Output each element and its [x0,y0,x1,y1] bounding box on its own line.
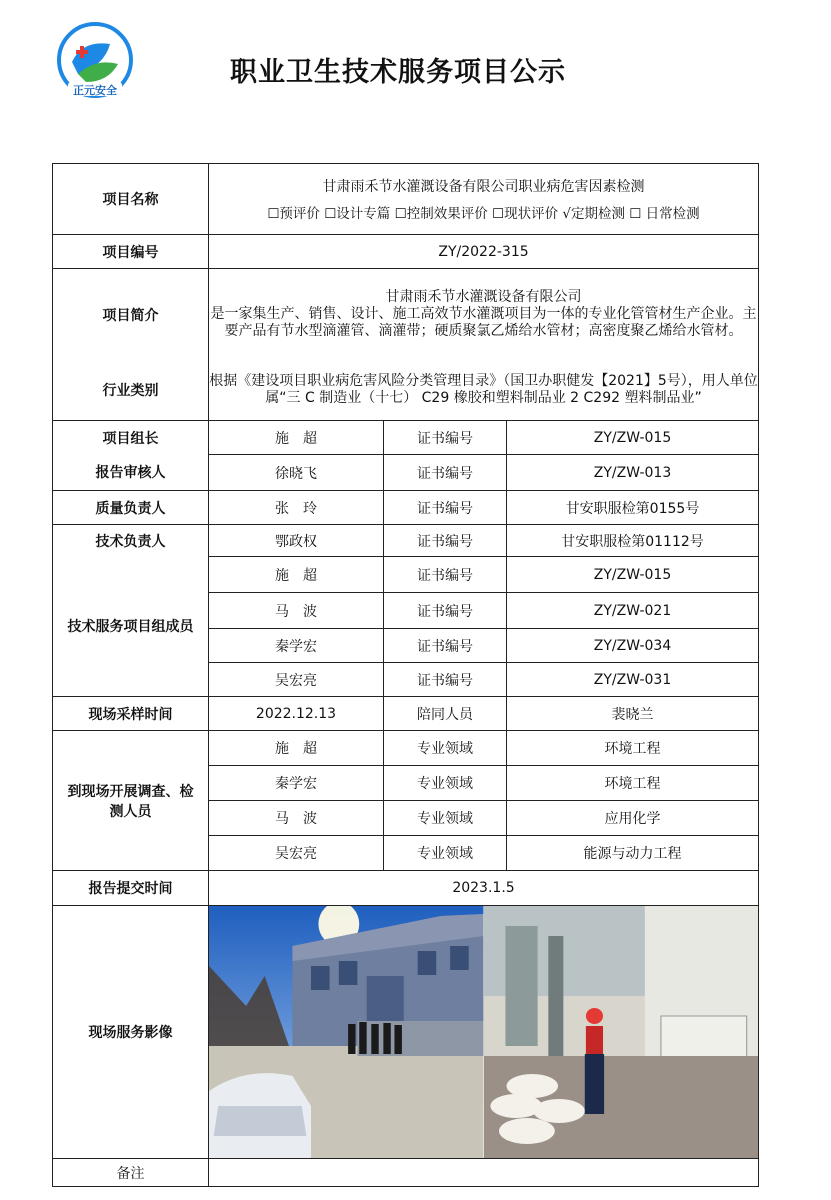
field-label: 专业领域 [384,801,507,836]
site-photo-workshop [484,906,759,1158]
site-photo-building [209,906,484,1158]
field-label: 专业领域 [384,836,507,871]
evaluation-type-options: ☐预评价 ☐设计专篇 ☐控制效果评价 ☐现状评价 √定期检测 ☐ 日常检测 [267,206,700,222]
cert-label: 证书编号 [384,593,507,629]
cert-label: 证书编号 [384,629,507,663]
inspector-name: 秦学宏 [209,766,384,801]
submit-time-label: 报告提交时间 [53,871,209,906]
logo-text: 正元安全 [73,84,117,97]
quality-label: 质量负责人 [53,491,209,525]
industry-row [53,361,759,421]
cert-label: 证书编号 [384,455,507,491]
member-name: 秦学宏 [209,629,384,663]
remark-label: 备注 [53,1159,209,1187]
industry-text: 根据《建设项目职业病危害风险分类管理目录》（国卫办职健发【2021】5号），用人单位属“三 C 制造业（十七） C29 橡胶和塑料制品业 2 C292 塑料制品业” [209,361,759,421]
project-name-row [53,164,759,235]
photos-row [53,906,759,1159]
escort-label: 陪同人员 [384,697,507,731]
project-number-row [53,235,759,269]
submit-time: 2023.1.5 [209,871,759,906]
member-cert: ZY/ZW-031 [507,663,759,697]
member-cert: ZY/ZW-034 [507,629,759,663]
reviewer-cert: ZY/ZW-013 [507,455,759,491]
intro-text: 是一家集生产、销售、设计、施工高效节水灌溉项目为一体的专业化管管材生产企业。主要产品有节水型滴灌管、滴灌带；硬质聚氯乙烯给水管材；高密度聚乙烯给水管材。 [210,306,757,340]
inspector-field: 环境工程 [507,731,759,766]
leader-row [53,421,759,455]
project-intro-row [53,269,759,361]
reviewer-name: 徐晓飞 [209,455,384,491]
project-number: ZY/2022-315 [209,235,759,269]
project-intro-label: 项目简介 [53,269,209,361]
member-row [53,557,759,593]
member-cert: ZY/ZW-021 [507,593,759,629]
inspector-field: 能源与动力工程 [507,836,759,871]
member-cert: ZY/ZW-015 [507,557,759,593]
tech-cert: 甘安职服检第01112号 [507,525,759,557]
inspectors-label: 到现场开展调查、检测人员 [53,731,209,871]
cert-label: 证书编号 [384,557,507,593]
cert-label: 证书编号 [384,491,507,525]
remark-row [53,1159,759,1187]
tech-row [53,525,759,557]
quality-name: 张 玲 [209,491,384,525]
tech-label: 技术负责人 [53,525,209,557]
publicity-table [52,163,759,1187]
inspector-name: 吴宏亮 [209,836,384,871]
project-number-label: 项目编号 [53,235,209,269]
escort-name: 裴晓兰 [507,697,759,731]
industry-label: 行业类别 [53,361,209,421]
cert-label: 证书编号 [384,525,507,557]
member-name: 马 波 [209,593,384,629]
leader-name: 施 超 [209,421,384,455]
project-name: 甘肃雨禾节水灌溉设备有限公司职业病危害因素检测 [322,179,645,195]
page-title: 职业卫生技术服务项目公示 [230,57,566,88]
photos-label: 现场服务影像 [53,906,209,1159]
inspector-field: 环境工程 [507,766,759,801]
members-label: 技术服务项目组成员 [53,557,209,697]
company-logo [52,22,138,102]
project-name-label: 项目名称 [53,164,209,235]
intro-company: 甘肃雨禾节水灌溉设备有限公司 [385,289,582,306]
cert-label: 证书编号 [384,421,507,455]
project-name-cell [209,164,759,235]
reviewer-row [53,455,759,491]
quality-row [53,491,759,525]
project-intro-cell [209,269,759,361]
inspector-field: 应用化学 [507,801,759,836]
submit-row [53,871,759,906]
sampling-row [53,697,759,731]
sampling-time: 2022.12.13 [209,697,384,731]
leader-label: 项目组长 [53,421,209,455]
member-name: 吴宏亮 [209,663,384,697]
inspector-name: 马 波 [209,801,384,836]
reviewer-label: 报告审核人 [53,455,209,491]
tech-name: 鄂政权 [209,525,384,557]
sampling-time-label: 现场采样时间 [53,697,209,731]
remark-value [209,1159,759,1187]
cert-label: 证书编号 [384,663,507,697]
member-name: 施 超 [209,557,384,593]
quality-cert: 甘安职服检第0155号 [507,491,759,525]
inspector-row [53,731,759,766]
inspector-name: 施 超 [209,731,384,766]
field-label: 专业领域 [384,766,507,801]
photos-cell [209,906,759,1159]
leader-cert: ZY/ZW-015 [507,421,759,455]
field-label: 专业领域 [384,731,507,766]
